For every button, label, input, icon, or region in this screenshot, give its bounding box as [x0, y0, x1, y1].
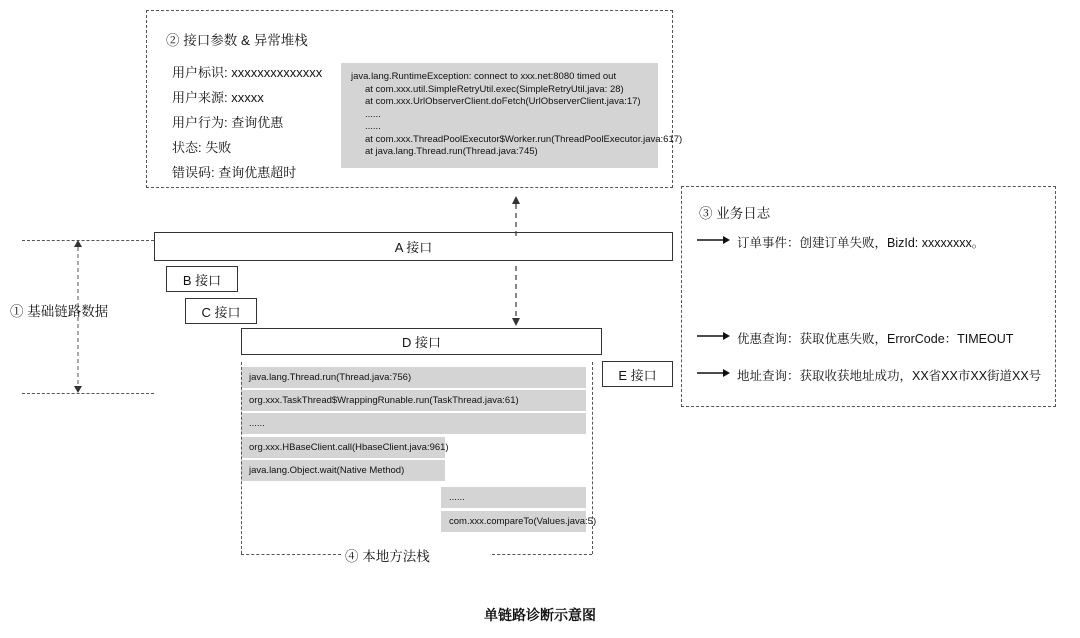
basic-bottom-guide — [22, 393, 154, 394]
localstack-bottom-guide-left — [241, 554, 341, 555]
bizlog-arrow-1 — [697, 234, 731, 246]
bizlog-entry: 优惠查询：获取优惠失败，ErrorCode：TIMEOUT — [737, 332, 1014, 346]
interface-label-e: E 接口 — [618, 367, 657, 383]
stack-frame — [441, 487, 586, 508]
stack-frame-text: java.lang.Thread.run(Thread.java:756) — [249, 372, 412, 383]
bizlog-panel-title: ③ 业务日志 — [699, 206, 771, 221]
stack-frame — [241, 367, 586, 388]
localstack-left-guide — [241, 362, 242, 554]
stack-line: at com.xxx.util.SimpleRetryUtil.exec(SimpleRetryUtil.java: 28) — [365, 83, 624, 95]
stack-frame-text: org.xxx.HBaseClient.call(HbaseClient.java:961) — [249, 442, 449, 453]
interface-label-b: B 接口 — [182, 272, 222, 288]
params-field: 用户标识: xxxxxxxxxxxxxx — [172, 65, 323, 80]
localstack-right-guide — [592, 362, 593, 554]
stack-frame — [441, 511, 597, 532]
stack-line: ...... — [365, 108, 381, 120]
stack-frame — [241, 437, 449, 458]
stack-frame — [241, 390, 586, 411]
bizlog-entry: 订单事件：创建订单失败，BizId: xxxxxxxx。 — [737, 236, 985, 250]
interface-bar-a[interactable] — [154, 232, 673, 261]
interface-bar-d[interactable] — [241, 328, 602, 355]
params-field: 状态: 失败 — [172, 140, 232, 155]
interface-label-a: A 接口 — [394, 240, 433, 255]
params-field: 用户行为: 查询优惠 — [172, 115, 284, 130]
stack-frame-text: com.xxx.compareTo(Values.java:5) — [449, 516, 597, 527]
params-link-arrow — [509, 196, 523, 236]
stack-line: ...... — [365, 121, 381, 132]
stack-frame-text: ...... — [249, 418, 265, 429]
stack-frame-text: ...... — [449, 492, 465, 503]
params-field-list — [172, 60, 322, 185]
exception-stack-block — [341, 63, 683, 168]
stack-frame-text: org.xxx.TaskThread$WrappingRunable.run(TaskThread.java:61) — [249, 395, 519, 406]
interface-bar-c[interactable] — [185, 298, 257, 324]
bizlog-arrow-2 — [697, 330, 731, 342]
params-panel-title: ② 接口参数 & 异常堆栈 — [166, 33, 308, 48]
interface-bar-b[interactable] — [166, 266, 238, 292]
basic-section-label: ① 基础链路数据 — [10, 304, 109, 319]
stack-frame — [241, 413, 586, 434]
interface-label-c: C 接口 — [201, 304, 241, 320]
figure-caption: 单链路诊断示意图 — [484, 607, 596, 623]
interface-bar-e[interactable] — [602, 361, 673, 387]
bizlog-arrow-3 — [697, 367, 731, 379]
stack-line: at com.xxx.UrlObserverClient.doFetch(UrlObserverClient.java:17) — [365, 96, 641, 107]
stack-line: java.lang.RuntimeException: connect to xxx.net:8080 timed out — [351, 71, 617, 82]
interface-label-d: D 接口 — [401, 335, 441, 350]
localstack-bottom-guide-right — [492, 554, 592, 555]
stack-frame — [241, 460, 445, 481]
params-field: 用户来源: xxxxx — [172, 90, 264, 105]
bizlog-entry: 地址查询：获取收获地址成功，XX省XX市XX街道XX号 — [737, 369, 1042, 383]
params-field: 错误码: 查询优惠超时 — [172, 165, 297, 180]
basic-top-guide — [22, 240, 154, 241]
stack-line: at java.lang.Thread.run(Thread.java:745) — [365, 146, 538, 157]
localstack-label: ④ 本地方法栈 — [345, 549, 430, 564]
trace-depth-arrow — [509, 266, 523, 326]
stack-frame-text: java.lang.Object.wait(Native Method) — [249, 465, 405, 476]
stack-line: at com.xxx.ThreadPoolExecutor$Worker.run(ThreadPoolExecutor.java:617) — [365, 133, 683, 145]
